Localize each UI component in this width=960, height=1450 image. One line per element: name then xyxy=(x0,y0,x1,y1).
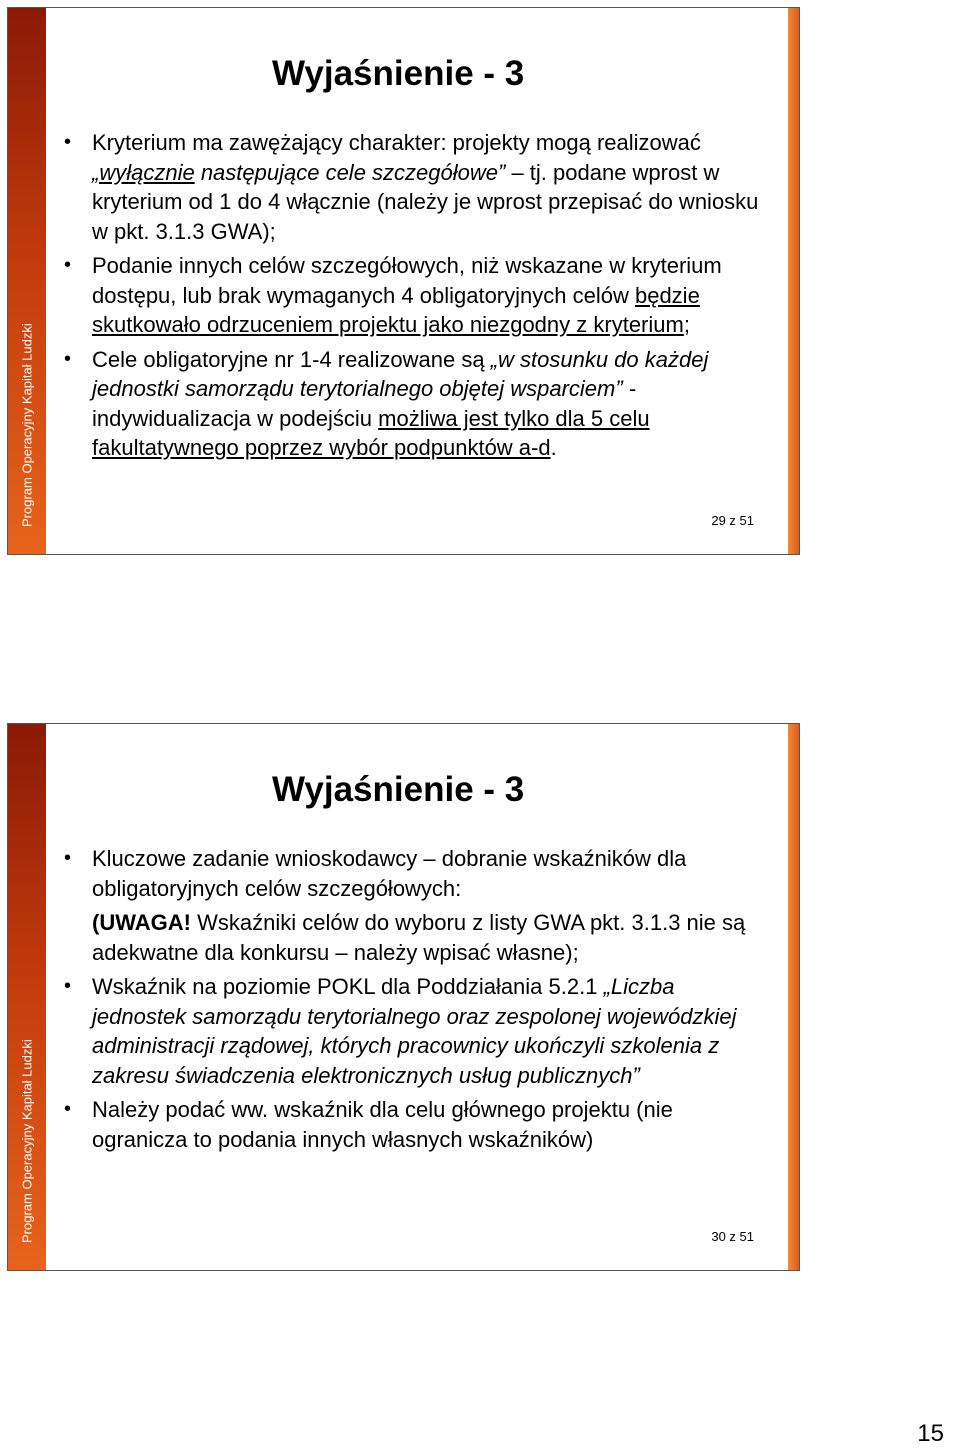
sidebar-program-label: Program Operacyjny Kapitał Ludzki xyxy=(19,1039,35,1243)
slide-content xyxy=(46,724,788,1270)
bullet-text: Kluczowe zadanie wnioskodawcy – dobranie wskaźników dla obligatoryjnych celów szczegółowych: xyxy=(92,846,687,901)
bullet-list xyxy=(58,128,770,468)
slide-title: Wyjaśnienie - 3 xyxy=(272,54,525,93)
slide-sidebar xyxy=(8,724,46,1270)
bullet-text: - indywidualizacja w podejściu xyxy=(92,376,637,431)
bullet-item xyxy=(58,251,770,340)
bullet-text-italic: „Liczba jednostek samorządu terytorialnego oraz zespolonej wojewódzkiej administracji rządowej, których pracownicy ukończyli szkolenia z zakresu świadczenia elektronicznych usług publicznych” xyxy=(92,974,737,1088)
bullet-item xyxy=(58,844,770,903)
bullet-text: Podanie innych celów szczegółowych, niż wskazane w kryterium dostępu, lub brak wymaganych 4 obligatoryjnych celów xyxy=(92,253,722,308)
bullet-text: – tj. podane wprost w kryterium od 1 do 4 włącznie (należy je wprost przepisać do wniosku w pkt. 3.1.3 GWA); xyxy=(92,159,759,244)
bullet-list xyxy=(58,844,770,1159)
sheet-page-number: 15 xyxy=(917,1420,944,1447)
slide-content xyxy=(46,8,788,554)
bullet-text: Kryterium ma zawężający charakter: projekty mogą realizować xyxy=(92,130,701,155)
bullet-text: ; xyxy=(683,312,690,337)
bullet-text: Wskaźnik na poziomie POKL dla Poddziałania 5.2.1 xyxy=(92,974,604,999)
slide-title: Wyjaśnienie - 3 xyxy=(272,770,525,809)
slide-30 xyxy=(7,723,800,1271)
slide-29 xyxy=(7,7,800,555)
bullet-text-italic: „w stosunku do każdej jednostki samorządu terytorialnego objętej wsparciem” xyxy=(92,346,709,401)
slide-right-edge xyxy=(788,8,799,554)
bullet-item xyxy=(58,345,770,463)
bullet-continuation xyxy=(58,908,770,967)
sidebar-program-label: Program Operacyjny Kapitał Ludzki xyxy=(19,323,35,527)
bullet-item xyxy=(58,1095,770,1154)
bullet-text: . xyxy=(550,435,557,460)
bullet-item xyxy=(58,972,770,1090)
bullet-text: Wskaźniki celów do wyboru z listy GWA pkt. 3.1.3 nie są adekwatne dla konkursu – należy wpisać własne); xyxy=(92,910,746,965)
bullet-text-bold: (UWAGA! xyxy=(92,910,191,935)
bullet-text-underlined: możliwa jest tylko dla 5 celu fakultatywnego poprzez wybór podpunktów a-d xyxy=(92,405,650,460)
slide-sidebar xyxy=(8,8,46,554)
bullet-text-underlined: będzie skutkowało odrzuceniem projektu jako niezgodny z kryterium xyxy=(92,282,700,337)
bullet-item xyxy=(58,128,770,246)
bullet-text: Cele obligatoryjne nr 1-4 realizowane są xyxy=(92,346,491,372)
bullet-text-italic: następujące cele szczegółowe” xyxy=(194,159,506,185)
slide-right-edge xyxy=(788,724,799,1270)
bullet-text: Należy podać ww. wskaźnik dla celu głównego projektu (nie ogranicza to podania innych własnych wskaźników) xyxy=(92,1097,673,1152)
slide-page-number: 30 z 51 xyxy=(711,1229,754,1244)
slide-page-number: 29 z 51 xyxy=(711,513,754,528)
bullet-text-emphasis: „wyłącznie xyxy=(92,159,195,185)
